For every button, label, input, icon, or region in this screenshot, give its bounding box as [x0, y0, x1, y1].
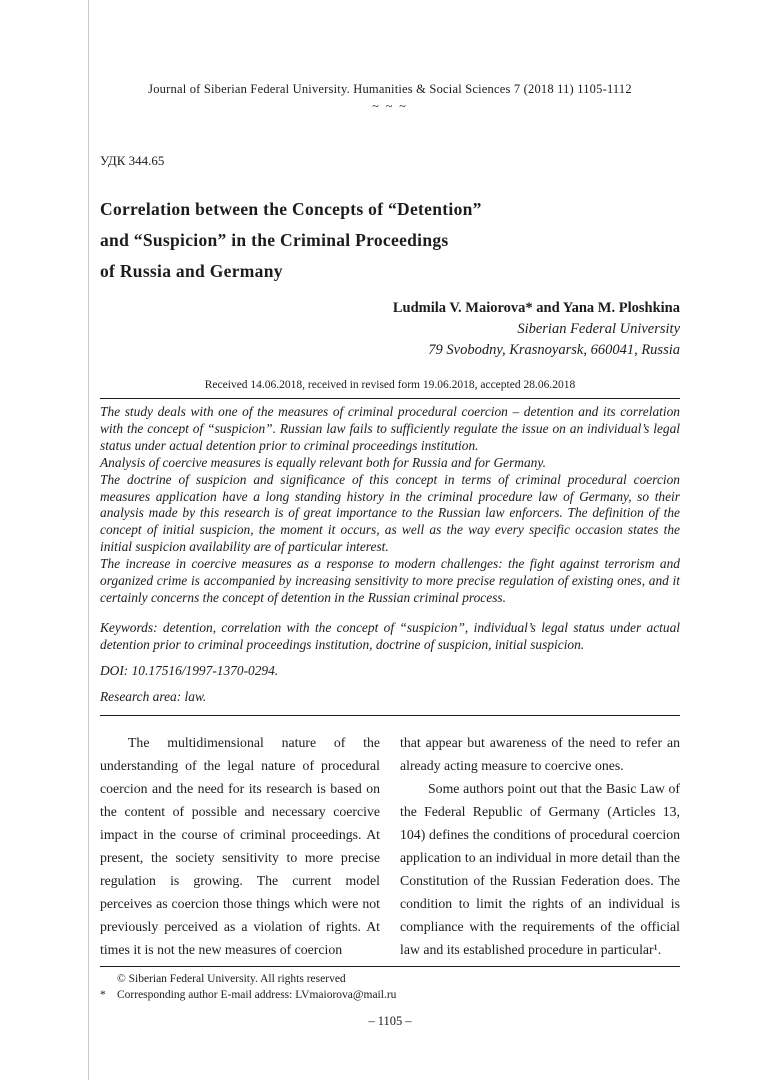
affiliation: Siberian Federal University: [517, 321, 680, 337]
body-paragraph: that appear but awareness of the need to refer an already acting measure to coercive ones.: [400, 734, 680, 773]
corresponding-author-line: [100, 987, 680, 1003]
abstract-paragraph: The study deals with one of the measures of criminal procedural coercion – detention and its correlation with the concept of “suspicion”. Russian law fails to sufficiently regulate the issue on an individual’s legal status under actual detention prior to criminal proceedings institution.: [100, 404, 680, 453]
journal-header: Journal of Siberian Federal University. Humanities & Social Sciences 7 (2018 11) 1105-1112: [148, 82, 632, 96]
body-column-right: [400, 731, 680, 961]
article-title-line-3: of Russia and Germany: [100, 261, 283, 281]
footnote-rule: [100, 966, 680, 967]
body-column-left: [100, 731, 380, 961]
body-paragraph: The multidimensional nature of the understanding of the legal nature of procedural coercion and the need for its research is based on the content of possible and necessary coercive impact in the course of criminal proceedings. At present, the society sensitivity to more precise regulation is growing. The current model perceives as coercion those things which were not previously perceived as a violation of rights. At times it is not the new measures of coercion: [100, 734, 380, 957]
abstract-section: [100, 404, 680, 607]
udc-code: УДК 344.65: [100, 153, 165, 168]
received-dates: Received 14.06.2018, received in revised form 19.06.2018, accepted 28.06.2018: [204, 379, 576, 391]
abstract-top-rule: [100, 398, 680, 399]
abstract-paragraph: Analysis of coercive measures is equally relevant both for Russia and for Germany.: [100, 454, 546, 470]
authors-names: Ludmila V. Maiorova* and Yana M. Ploshkina: [392, 300, 680, 316]
footnote-asterisk: *: [100, 988, 106, 1001]
affiliation-address: 79 Svobodny, Krasnoyarsk, 660041, Russia: [428, 342, 680, 358]
keywords: Keywords: detention, correlation with the concept of “suspicion”, individual’s legal status under actual detention prior to criminal proceedings institution, doctrine of suspicion, initial suspicion.: [100, 619, 680, 652]
abstract-bottom-rule: [100, 715, 680, 716]
body-columns: [100, 731, 680, 961]
research-area: Research area: law.: [100, 688, 207, 704]
authors-block: [100, 298, 680, 361]
article-title-line-2: and “Suspicion” in the Criminal Proceedings: [100, 230, 449, 250]
body-paragraph: Some authors point out that the Basic Law of the Federal Republic of Germany (Articles 13, 104) defines the conditions of procedural coercion application to an individual in more detail than the Constitution of the Russian Federation does. The condition to limit the rights of an individual is compliance with the requirements of the official law and its established procedure in particular¹.: [400, 780, 680, 957]
article-title-line-1: Correlation between the Concepts of “Detention”: [100, 199, 482, 219]
copyright-line: © Siberian Federal University. All rights reserved: [117, 972, 346, 985]
tilde-divider: ~ ~ ~: [372, 99, 408, 113]
abstract-paragraph: The increase in coercive measures as a response to modern challenges: the fight against terrorism and organized crime is accompanied by increasing sensitivity to more precise regulation of existing ones, and it certainly concerns the concept of detention in the Russian criminal process.: [100, 556, 680, 605]
corresponding-author-text: Corresponding author E-mail address: LVmaiorova@mail.ru: [117, 988, 397, 1001]
abstract-paragraph: The doctrine of suspicion and significance of this concept in terms of criminal procedural coercion measures application have a long standing history in the criminal procedure law of Germany, so their analysis made by this research is of great importance to the Russian law enforcers. The definition of the concept of initial suspicion, the moment it occurs, as well as the way every specific occasion states the initial suspicion availability are of particular interest.: [100, 471, 680, 555]
article-title: [100, 194, 680, 287]
page-number: – 1105 –: [368, 1013, 412, 1028]
page-edge-line: [88, 0, 89, 1080]
page-footer: [100, 971, 680, 1003]
doi: DOI: 10.17516/1997-1370-0294.: [100, 662, 279, 678]
